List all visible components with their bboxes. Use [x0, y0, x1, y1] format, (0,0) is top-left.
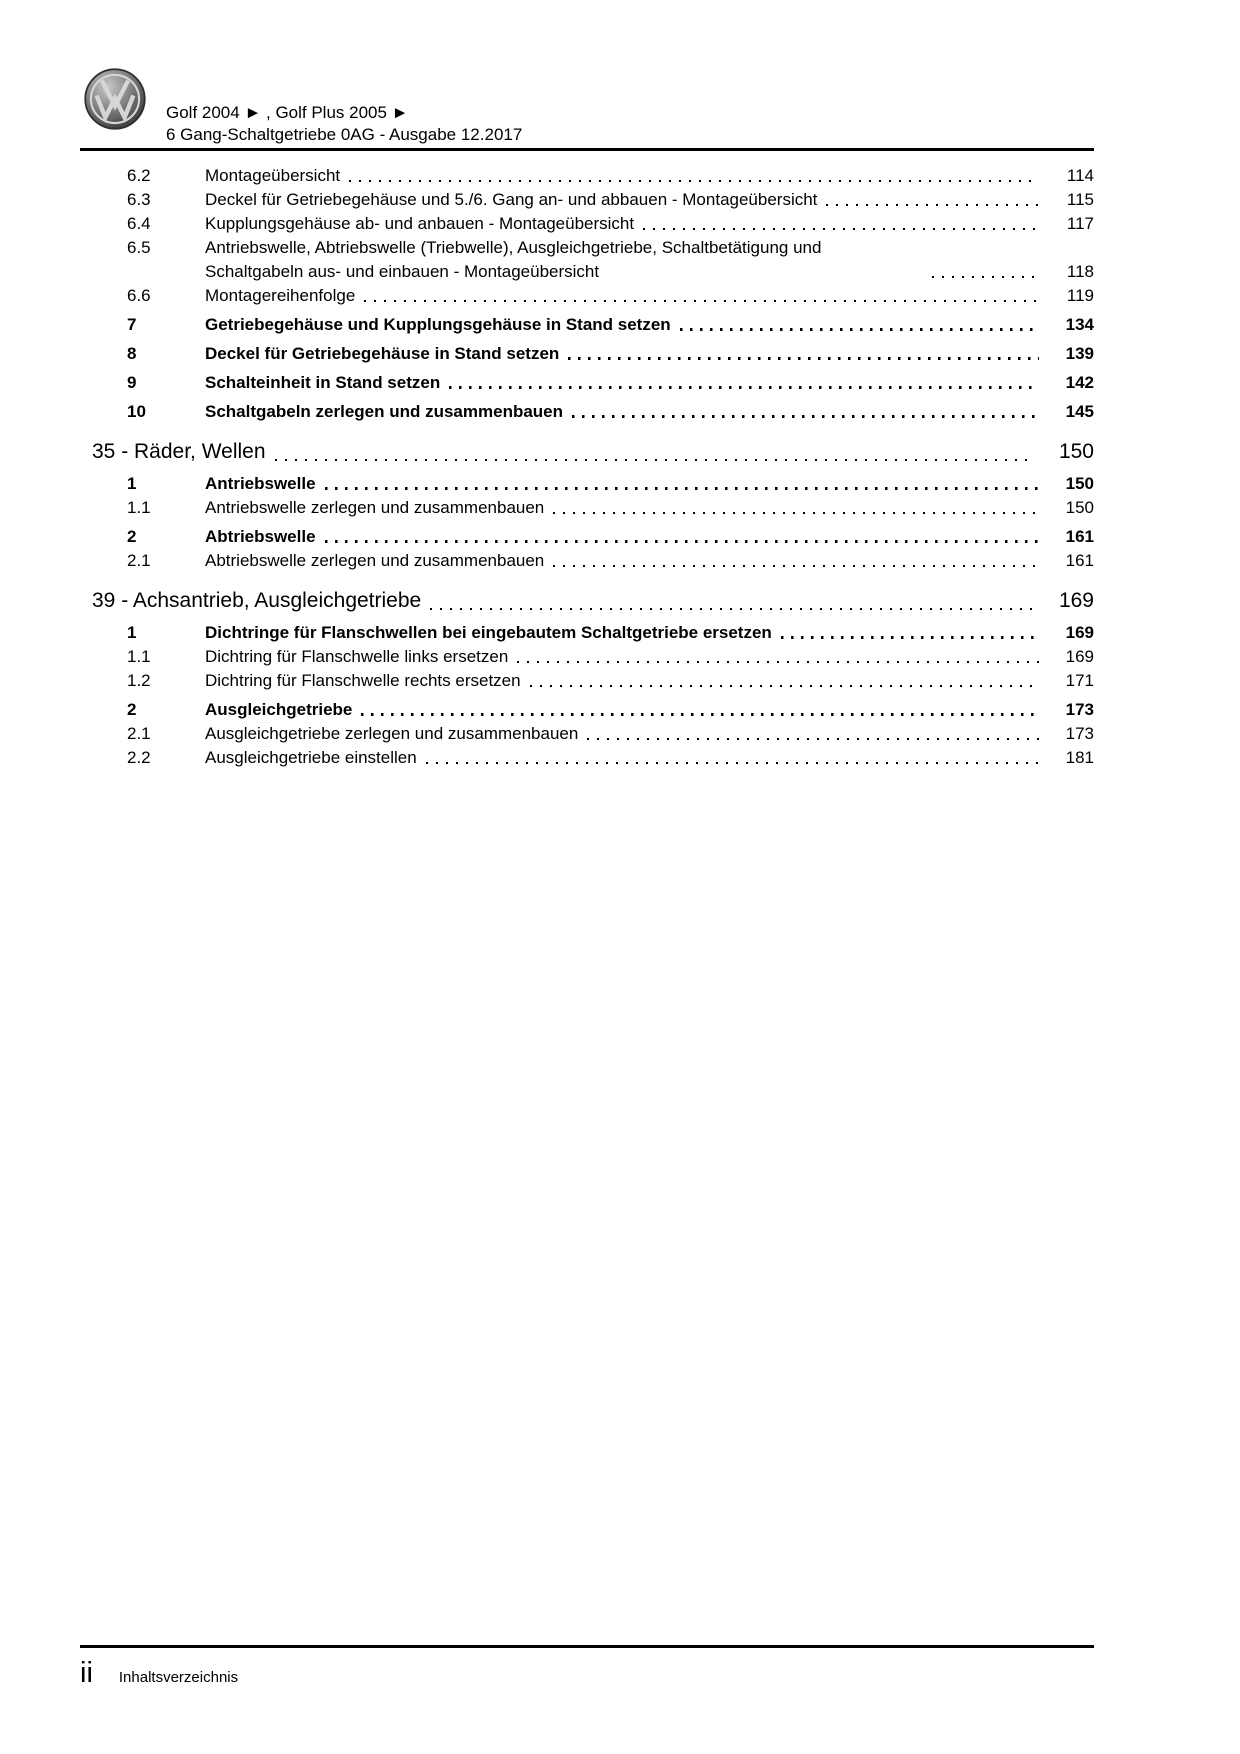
- entry-title: Dichtring für Flanschwelle rechts ersetzen: [205, 671, 521, 690]
- entry-page: 150: [1065, 474, 1094, 493]
- toc-entry[interactable]: [80, 549, 1094, 573]
- entry-title: Dichtring für Flanschwelle links ersetzen: [205, 647, 509, 666]
- toc-entry[interactable]: [80, 212, 1094, 236]
- entry-number: 9: [127, 373, 137, 392]
- toc-entry[interactable]: [80, 669, 1094, 693]
- entry-title: Deckel für Getriebegehäuse und 5./6. Gang an- und abbauen - Montageübersicht: [205, 190, 818, 209]
- dot-leader: [781, 636, 1039, 639]
- entry-page: 150: [1065, 498, 1094, 517]
- entry-number: 2: [127, 700, 137, 719]
- chapter-title: 39 - Achsantrieb, Ausgleichgetriebe: [92, 589, 422, 612]
- header-edition-line: 6 Gang-Schaltgetriebe 0AG - Ausgabe 12.2017: [166, 125, 523, 144]
- dot-leader: [325, 540, 1039, 543]
- entry-number: 1.1: [127, 498, 151, 517]
- toc-entry[interactable]: [80, 164, 1094, 188]
- entry-title: Montagereihenfolge: [205, 286, 356, 305]
- page-header: [80, 62, 1094, 151]
- entry-page: 161: [1065, 527, 1094, 546]
- entry-page: 169: [1065, 647, 1094, 666]
- chapter-heading[interactable]: [80, 437, 1094, 467]
- dot-leader: [553, 512, 1039, 514]
- dot-leader: [430, 608, 1035, 610]
- entry-number: 1.2: [127, 671, 151, 690]
- entry-page: 115: [1066, 190, 1094, 209]
- toc-entry[interactable]: [80, 400, 1094, 424]
- entry-title: Abtriebswelle: [205, 527, 316, 546]
- toc-entry[interactable]: [80, 236, 1094, 284]
- footer-page-number: ii: [80, 1657, 93, 1689]
- entry-page: 119: [1066, 286, 1094, 305]
- entry-title: Antriebswelle: [205, 474, 316, 493]
- dot-leader: [449, 386, 1039, 389]
- dot-leader: [530, 685, 1039, 687]
- entry-number: 6.5: [127, 238, 151, 257]
- entry-title: Antriebswelle zerlegen und zusammenbauen: [205, 498, 545, 517]
- entry-page: 169: [1065, 623, 1094, 642]
- dot-leader: [349, 180, 1039, 182]
- toc-entry[interactable]: [80, 645, 1094, 669]
- toc-entry[interactable]: [80, 371, 1094, 395]
- entry-page: 139: [1065, 344, 1094, 363]
- entry-number: 1: [127, 474, 137, 493]
- entry-title: Abtriebswelle zerlegen und zusammenbauen: [205, 551, 545, 570]
- toc-entry[interactable]: [80, 313, 1094, 337]
- entry-number: 1: [127, 623, 137, 642]
- toc-entry[interactable]: [80, 621, 1094, 645]
- entry-number: 6.3: [127, 190, 151, 209]
- dot-leader: [364, 300, 1039, 302]
- toc-entry[interactable]: [80, 746, 1094, 770]
- toc: [80, 164, 1094, 770]
- dot-leader: [643, 228, 1039, 230]
- entry-page: 173: [1065, 724, 1094, 743]
- entry-number: 1.1: [127, 647, 151, 666]
- toc-entry[interactable]: [80, 342, 1094, 366]
- dot-leader: [587, 738, 1039, 740]
- entry-title: Ausgleichgetriebe einstellen: [205, 748, 417, 767]
- toc-entry[interactable]: [80, 698, 1094, 722]
- toc-entry[interactable]: [80, 472, 1094, 496]
- entry-page: 134: [1065, 315, 1094, 334]
- toc-entry[interactable]: [80, 284, 1094, 308]
- entry-number: 2.1: [127, 551, 151, 570]
- dot-leader: [426, 762, 1039, 764]
- entry-title: Schaltgabeln zerlegen und zusammenbauen: [205, 402, 564, 421]
- entry-number: 6.6: [127, 286, 151, 305]
- chapter-page: 169: [1058, 589, 1094, 612]
- entry-number: 8: [127, 344, 137, 363]
- dot-leader: [572, 415, 1039, 418]
- entry-number: 6.2: [127, 166, 151, 185]
- entry-number: 2.1: [127, 724, 151, 743]
- entry-title: Montageübersicht: [205, 166, 341, 185]
- chapter-title: 35 - Räder, Wellen: [92, 440, 266, 463]
- dot-leader: [553, 565, 1039, 567]
- footer-section-label: Inhaltsverzeichnis: [118, 1669, 239, 1686]
- entry-page: 114: [1066, 166, 1094, 185]
- toc-entry[interactable]: [80, 525, 1094, 549]
- vw-logo-icon: [80, 64, 150, 139]
- entry-title: Ausgleichgetriebe: [205, 700, 353, 719]
- entry-number: 6.4: [127, 214, 151, 233]
- dot-leader: [932, 276, 1039, 278]
- toc-entry[interactable]: [80, 722, 1094, 746]
- entry-number: 10: [127, 402, 146, 421]
- header-model-line: Golf 2004 ► , Golf Plus 2005 ►: [166, 103, 409, 122]
- dot-leader: [826, 204, 1039, 206]
- entry-title: Kupplungsgehäuse ab- und anbauen - Montageübersicht: [205, 214, 635, 233]
- chapter-heading[interactable]: [80, 586, 1094, 616]
- entry-page: 142: [1065, 373, 1094, 392]
- entry-title: Schalteinheit in Stand setzen: [205, 373, 441, 392]
- entry-title: Antriebswelle, Abtriebswelle (Triebwelle), Ausgleichgetriebe, Schaltbetätigung und Schaltgabeln aus- und einbauen - Montageübersicht: [205, 238, 822, 281]
- entry-page: 145: [1065, 402, 1094, 421]
- dot-leader: [325, 487, 1039, 490]
- chapter-page: 150: [1058, 440, 1094, 463]
- entry-page: 171: [1065, 671, 1094, 690]
- entry-title: Deckel für Getriebegehäuse in Stand setzen: [205, 344, 560, 363]
- dot-leader: [361, 713, 1039, 716]
- entry-page: 173: [1065, 700, 1094, 719]
- entry-number: 2: [127, 527, 137, 546]
- entry-title: Getriebegehäuse und Kupplungsgehäuse in Stand setzen: [205, 315, 671, 334]
- entry-page: 181: [1065, 748, 1094, 767]
- entry-page: 118: [1066, 262, 1094, 281]
- entry-number: 2.2: [127, 748, 151, 767]
- toc-entry[interactable]: [80, 188, 1094, 212]
- dot-leader: [568, 357, 1039, 360]
- dot-leader: [680, 328, 1039, 331]
- entry-page: 161: [1065, 551, 1094, 570]
- toc-entry[interactable]: [80, 496, 1094, 520]
- dot-leader: [275, 459, 1035, 461]
- dot-leader: [517, 661, 1039, 663]
- entry-number: 7: [127, 315, 137, 334]
- entry-title: Ausgleichgetriebe zerlegen und zusammenbauen: [205, 724, 579, 743]
- entry-page: 117: [1066, 214, 1094, 233]
- entry-title: Dichtringe für Flanschwellen bei eingebautem Schaltgetriebe ersetzen: [205, 623, 772, 642]
- page-footer: [80, 1645, 1094, 1688]
